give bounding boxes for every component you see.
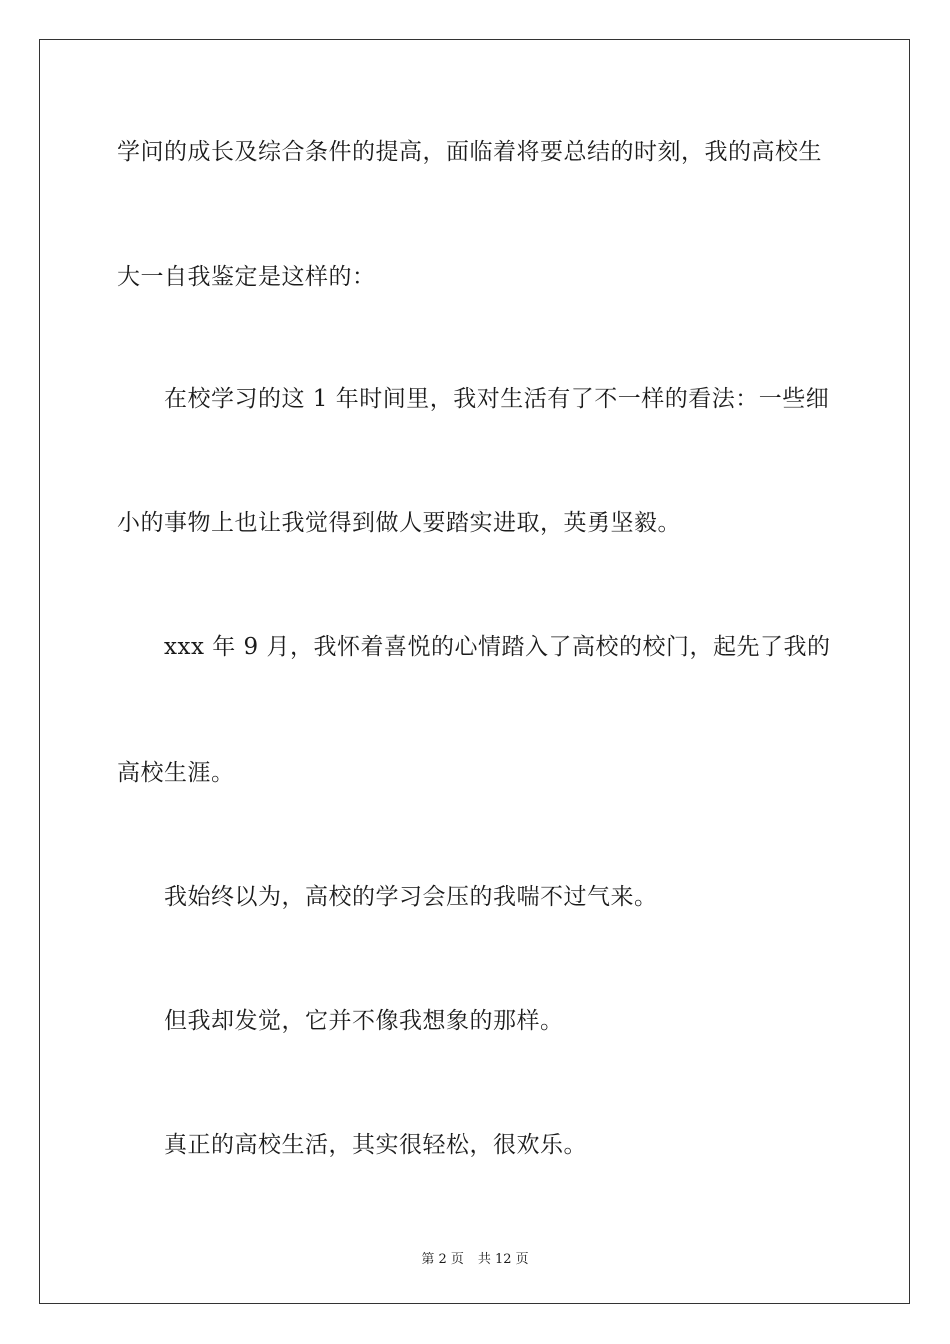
page-total: 共 12 页	[477, 1252, 529, 1267]
page-border	[39, 39, 910, 1304]
paragraph-line: 学问的成长及综合条件的提高，面临着将要总结的时刻，我的高校生	[117, 139, 822, 165]
page-footer	[0, 1248, 950, 1267]
paragraph-line: 我始终以为，高校的学习会压的我喘不过气来。	[164, 884, 658, 910]
paragraph-line: 但我却发觉，它并不像我想象的那样。	[164, 1008, 564, 1034]
page-number: 第 2 页	[421, 1252, 464, 1267]
paragraph-line: 高校生涯。	[117, 760, 235, 786]
paragraph-line: 大一自我鉴定是这样的：	[117, 264, 376, 290]
paragraph-line: 小的事物上也让我觉得到做人要踏实进取，英勇坚毅。	[117, 510, 681, 536]
paragraph-line: 真正的高校生活，其实很轻松，很欢乐。	[164, 1132, 587, 1158]
paragraph-line: xxx 年 9 月，我怀着喜悦的心情踏入了高校的校门，起先了我的	[164, 634, 831, 660]
paragraph-line: 在校学习的这 1 年时间里，我对生活有了不一样的看法：一些细	[164, 386, 830, 412]
